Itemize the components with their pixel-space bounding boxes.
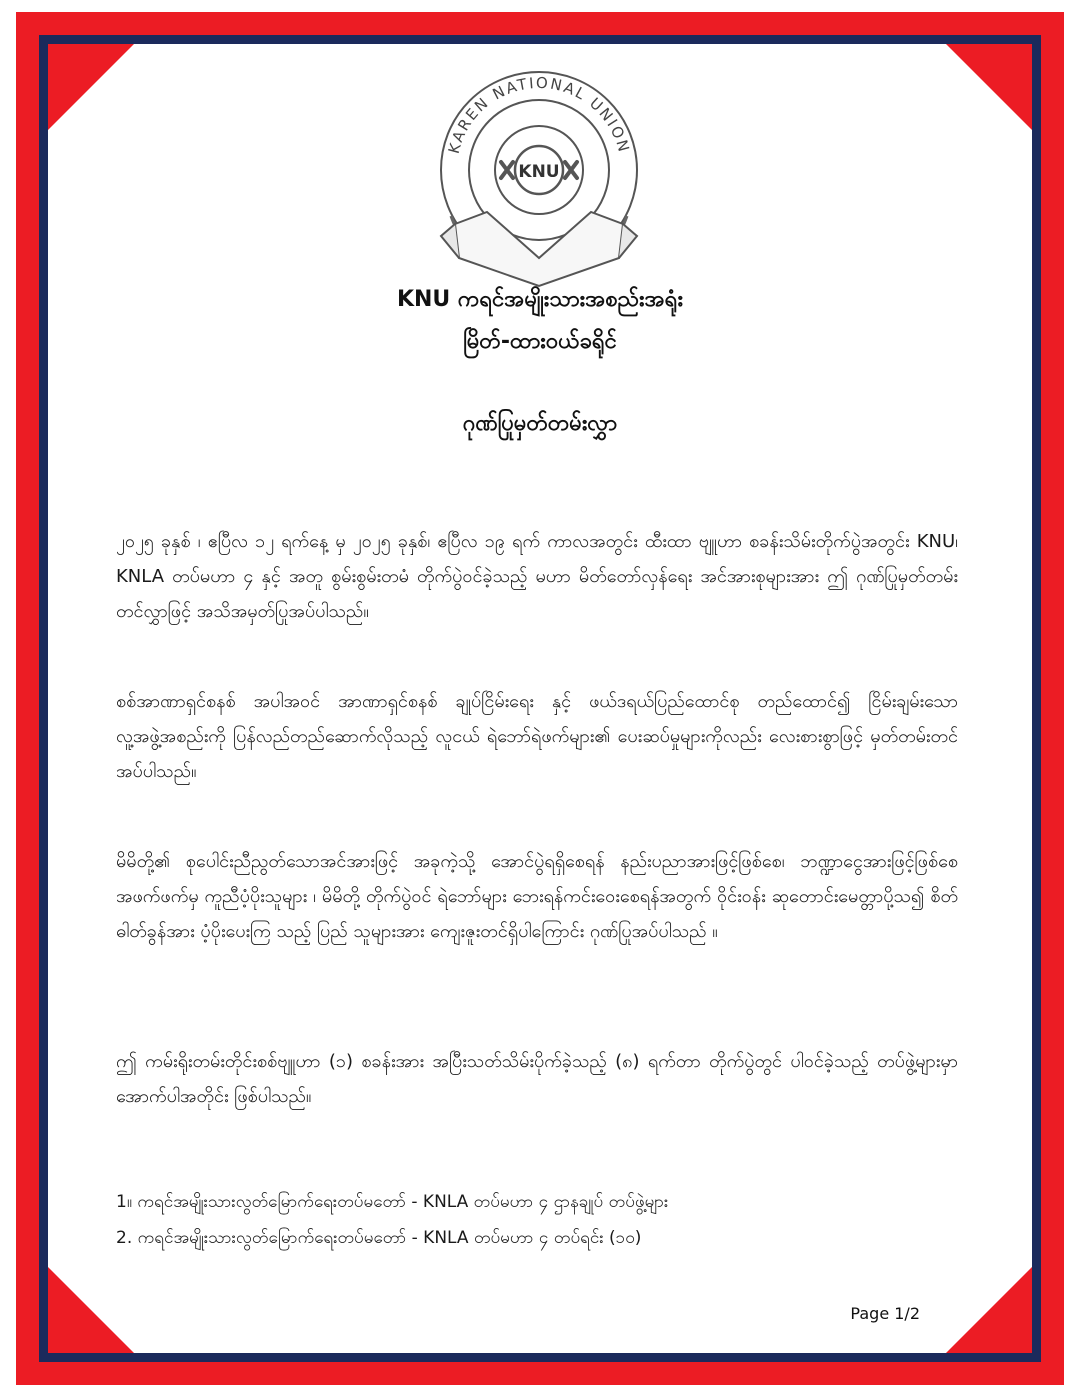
unit-list	[116, 1184, 958, 1256]
paragraph-1: ၂၀၂၅ ခုနှစ် ၊ ဧပြီလ ၁၂ ရက်နေ့ မှ ၂၀၂၅ ခုနှစ်၊ ဧပြီလ ၁၉ ရက် ကာလအတွင်း ထီးထာ ဗျူဟာ စခန်းသိမ်းတိုက်ပွဲအတွင်း KNU၊ KNLA တပ်မဟာ ၄ နှင့် အတူ စွမ်းစွမ်းတမံ တိုက်ပွဲဝင်ခဲ့သည့် မဟာ မိတ်တော်လှန်ရေး အင်အားစုများအား ဤ ဂုဏ်ပြုမှတ်တမ်းတင်လွှာဖြင့် အသိအမှတ်ပြုအပ်ပါသည်။	[116, 531, 958, 622]
seal-center-knu: KNU	[518, 162, 560, 182]
list-item: 1။ ကရင်အမျိုးသားလွတ်မြောက်ရေးတပ်မတော် - KNLA တပ်မဟာ ၄ ဌာနချုပ် တပ်ဖွဲ့များ	[116, 1192, 669, 1212]
district-name: မြိတ်-ထားဝယ်ခရိုင်	[463, 329, 617, 354]
document-page	[48, 44, 1032, 1353]
page-number: Page 1/2	[850, 1304, 920, 1323]
paragraph-2: စစ်အာဏာရှင်စနစ် အပါအဝင် အာဏာရှင်စနစ် ချုပ်ငြိမ်းရေး နှင့် ဖယ်ဒရယ်ပြည်ထောင်စု တည်ထောင်၍ ငြိမ်းချမ်းသော လူ့အဖွဲ့အစည်းကို ပြန်လည်တည်ဆောက်လိုသည့် လူငယ် ရဲဘော်ရဲဖက်များ၏ ပေးဆပ်မှုများကိုလည်း လေးစားစွာဖြင့် မှတ်တမ်းတင်အပ်ပါသည်။	[116, 691, 958, 782]
corner-triangle-bottom-right	[946, 1267, 1032, 1353]
certificate-title: ဂုဏ်ပြုမှတ်တမ်းလွှာ	[462, 411, 618, 436]
corner-triangle-top-left	[48, 44, 134, 130]
knu-seal-logo	[433, 66, 645, 296]
seal-ring-text: KAREN NATIONAL UNION	[444, 73, 634, 156]
paragraph-4: ဤ ကမ်းရိုးတမ်းတိုင်းစစ်ဗျူဟာ (၁) စခန်းအား အပြီးသတ်သိမ်းပိုက်ခဲ့သည့် (၈) ရက်တာ တိုက်ပွဲတွင် ပါဝင်ခဲ့သည့် တပ်ဖွဲ့များမှာ အောက်ပါအတိုင်း ဖြစ်ပါသည်။	[116, 1051, 958, 1107]
corner-triangle-bottom-left	[48, 1267, 134, 1353]
list-item: 2. ကရင်အမျိုးသားလွတ်မြောက်ရေးတပ်မတော် - KNLA တပ်မဟာ ၄ တပ်ရင်း (၁၀)	[116, 1228, 642, 1248]
paragraph-3: မိမိတို့၏ စုပေါင်းညီညွတ်သောအင်အားဖြင့် အခုကဲ့သို့ အောင်ပွဲရရှိစေရန် နည်းပညာအားဖြင့်ဖြစ်စေ၊ ဘဏ္ဍာငွေအားဖြင့်ဖြစ်စေ အဖက်ဖက်မှ ကူညီပံ့ပိုးသူများ ၊ မိမိတို့ တိုက်ပွဲဝင် ရဲဘော်များ ဘေးရန်ကင်းဝေးစေရန်အတွက် ဝိုင်းဝန်း ဆုတောင်းမေတ္တာပို့သ၍ စိတ်ဓါတ်ခွန်အား ပံ့ပိုးပေးကြ သည့် ပြည် သူများအား ကျေးဇူးတင်ရှိပါကြောင်း ဂုဏ်ပြုအပ်ပါသည် ။	[116, 851, 958, 942]
organization-name: KNU ကရင်အမျိုးသားအစည်းအရုံး	[396, 287, 684, 312]
corner-triangle-top-right	[946, 44, 1032, 130]
